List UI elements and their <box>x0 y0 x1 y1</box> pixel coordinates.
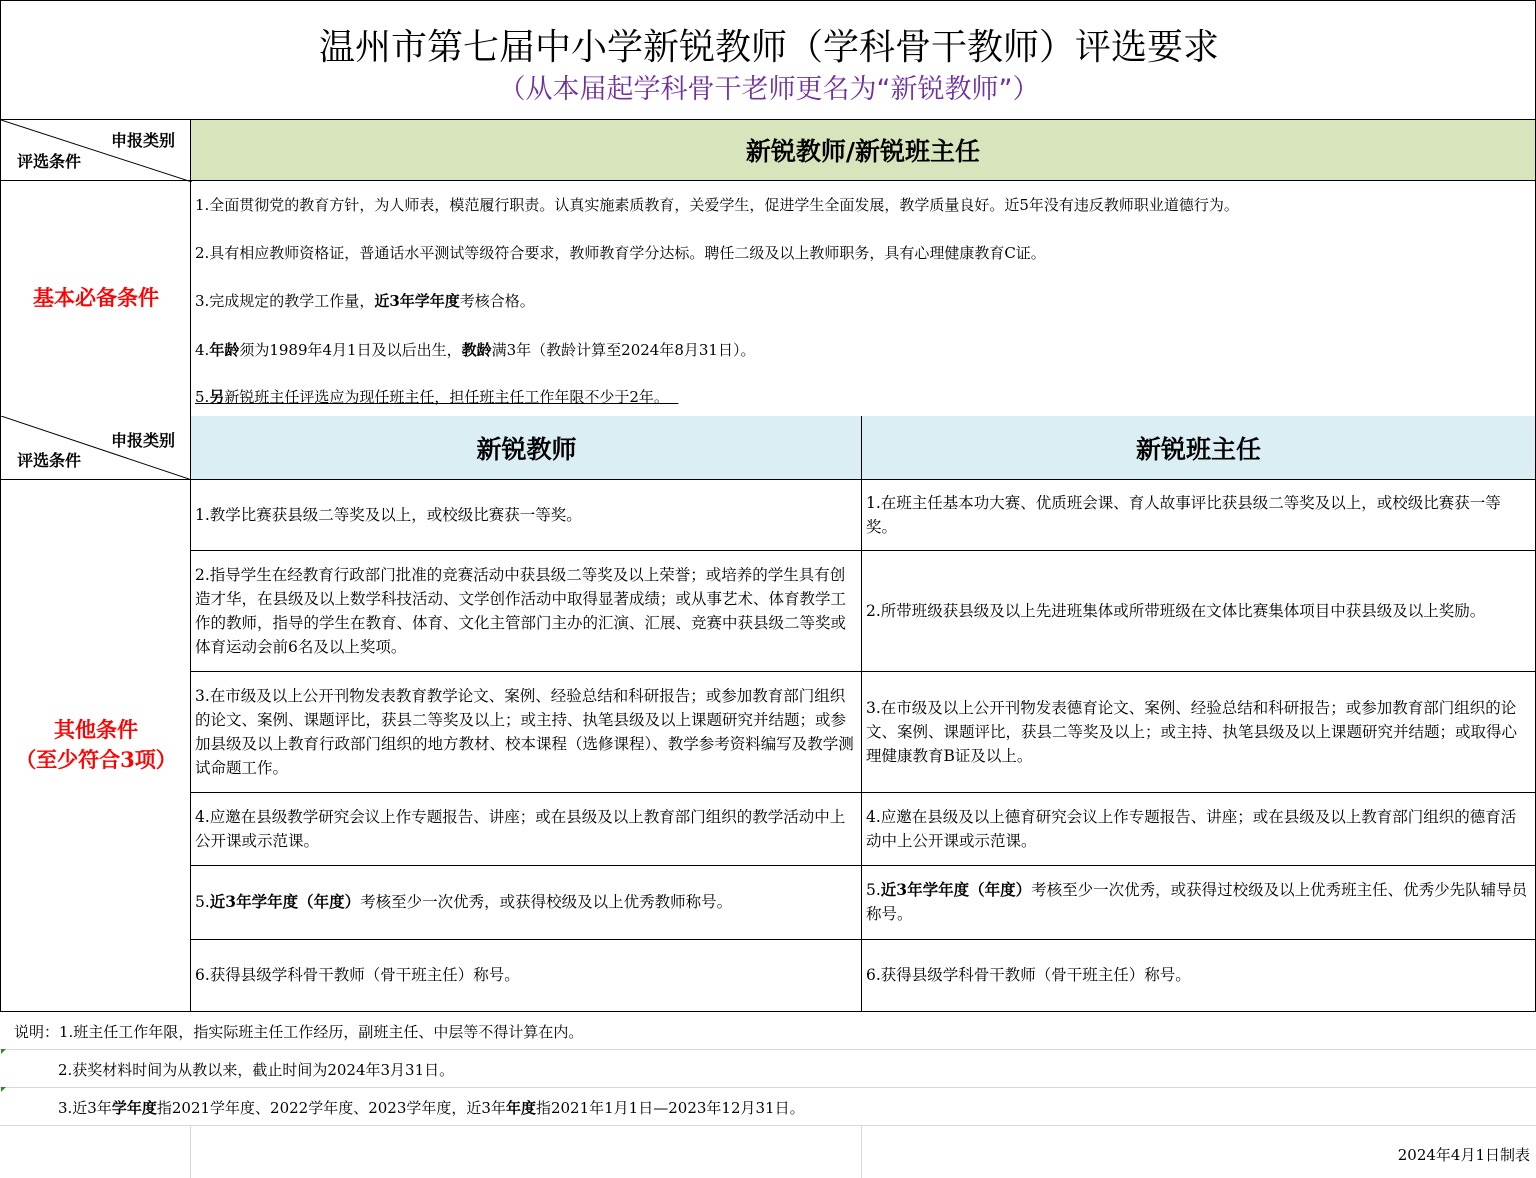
grid-line <box>190 1126 191 1178</box>
section1-header: 新锐教师/新锐班主任 <box>190 119 1536 181</box>
note-1: 说明：1.班主任工作年限，指实际班主任工作经历，副班主任、中层等不得计算在内。 <box>14 1023 584 1041</box>
basic-item-2: 2.具有相应教师资格证，普通话水平测试等级符合要求，教师教育学分达标。聘任二级及以上教师职务，具有心理健康教育C证。 <box>195 244 1046 262</box>
headteacher-cond-5: 5.近3年学年度（年度）考核至少一次优秀，或获得过校级及以上优秀班主任、优秀少先队辅导员称号。 <box>861 865 1536 940</box>
page-title: 温州市第七届中小学新锐教师（学科骨干教师）评选要求 <box>318 27 1219 68</box>
basic-conditions-list <box>190 180 1536 417</box>
teacher-cond-2: 2.指导学生在经教育行政部门批准的竞赛活动中获县级二等奖及以上荣誉；或培养的学生具有创造才华，在县级及以上数学科技活动、文学创作活动中取得显著成绩；或从事艺术、体育教学工作的教师，指导的学生在教育、体育、文化主管部门主办的汇演、汇展、竞赛中获县级二等奖或体育运动会前6名及以上奖项。 <box>190 550 862 672</box>
headteacher-cond-3: 3.在市级及以上公开刊物发表德育论文、案例、经验总结和科研报告；或参加教育部门组织的论文、案例、课题评比，获县二等奖及以上；或主持、执笔县级及以上课题研究并结题；或取得心理健康教育B证及以上。 <box>861 671 1536 793</box>
headteacher-cond-1: 1.在班主任基本功大赛、优质班会课、育人故事评比获县级二等奖及以上，或校级比赛获一等奖。 <box>861 479 1536 551</box>
basic-item-1: 1.全面贯彻党的教育方针，为人师表，模范履行职责。认真实施素质教育，关爱学生，促进学生全面发展，教学质量良好。近5年没有违反教师职业道德行为。 <box>195 196 1239 214</box>
corner-header-1 <box>0 119 191 181</box>
headteacher-cond-2: 2.所带班级获县级及以上先进班集体或所带班级在文体比赛集体项目中获县级及以上奖励。 <box>861 550 1536 672</box>
note-3: 3.近3年学年度指2021学年度、2022学年度、2023学年度，近3年年度指2021年1月1日—2023年12月31日。 <box>58 1099 805 1117</box>
corner-bottom-label: 评选条件 <box>17 451 82 470</box>
title-cell <box>0 0 1536 119</box>
corner-header-2 <box>0 416 191 480</box>
note-row-2 <box>0 1050 1536 1088</box>
grid-line <box>861 1126 862 1178</box>
header-new-head-teacher: 新锐班主任 <box>861 416 1536 480</box>
teacher-cond-3: 3.在市级及以上公开刊物发表教育教学论文、案例、经验总结和科研报告；或参加教育部门组织的论文、案例、课题评比，获县二等奖及以上；或主持、执笔县级及以上课题研究并结题；或参加县级及以上教育行政部门组织的地方教材、校本课程（选修课程）、教学参考资料编写及教学测试命题工作。 <box>190 671 862 793</box>
corner-top-label: 申报类别 <box>110 131 175 150</box>
basic-item-5: 5.另新锐班主任评选应为现任班主任，担任班主任工作年限不少于2年。 <box>195 388 669 406</box>
note-row-3 <box>0 1088 1536 1126</box>
note-2: 2.获奖材料时间为从教以来，截止时间为2024年3月31日。 <box>58 1061 455 1079</box>
corner-bottom-label: 评选条件 <box>17 152 82 171</box>
headteacher-cond-4: 4.应邀在县级及以上德育研究会议上作专题报告、讲座；或在县级及以上教育部门组织的德育活动中上公开课或示范课。 <box>861 792 1536 866</box>
teacher-cond-5: 5.近3年学年度（年度）考核至少一次优秀，或获得校级及以上优秀教师称号。 <box>190 865 862 940</box>
corner-top-label: 申报类别 <box>110 431 175 450</box>
note-row-1 <box>0 1012 1536 1050</box>
table-date: 2024年4月1日制表 <box>1397 1146 1530 1164</box>
page-subtitle: （从本届起学科骨干老师更名为“新锐教师”） <box>498 74 1040 105</box>
teacher-cond-4: 4.应邀在县级教学研究会议上作专题报告、讲座；或在县级及以上教育部门组织的教学活动中上公开课或示范课。 <box>190 792 862 866</box>
other-conditions-label <box>0 479 191 1012</box>
teacher-cond-1: 1.教学比赛获县级二等奖及以上，或校级比赛获一等奖。 <box>190 479 862 551</box>
basic-item-3: 3.完成规定的教学工作量，近3年学年度考核合格。 <box>195 292 535 310</box>
other-conditions-text: 其他条件 <box>54 716 138 742</box>
headteacher-cond-6: 6.获得县级学科骨干教师（骨干班主任）称号。 <box>861 939 1536 1012</box>
other-conditions-note: （至少符合3项） <box>15 747 177 772</box>
basic-conditions-label <box>0 180 191 417</box>
basic-conditions-text: 基本必备条件 <box>33 284 159 310</box>
header-new-teacher: 新锐教师 <box>190 416 862 480</box>
basic-item-4: 4.年龄须为1989年4月1日及以后出生，教龄满3年（教龄计算至2024年8月31日）。 <box>195 341 756 359</box>
teacher-cond-6: 6.获得县级学科骨干教师（骨干班主任）称号。 <box>190 939 862 1012</box>
